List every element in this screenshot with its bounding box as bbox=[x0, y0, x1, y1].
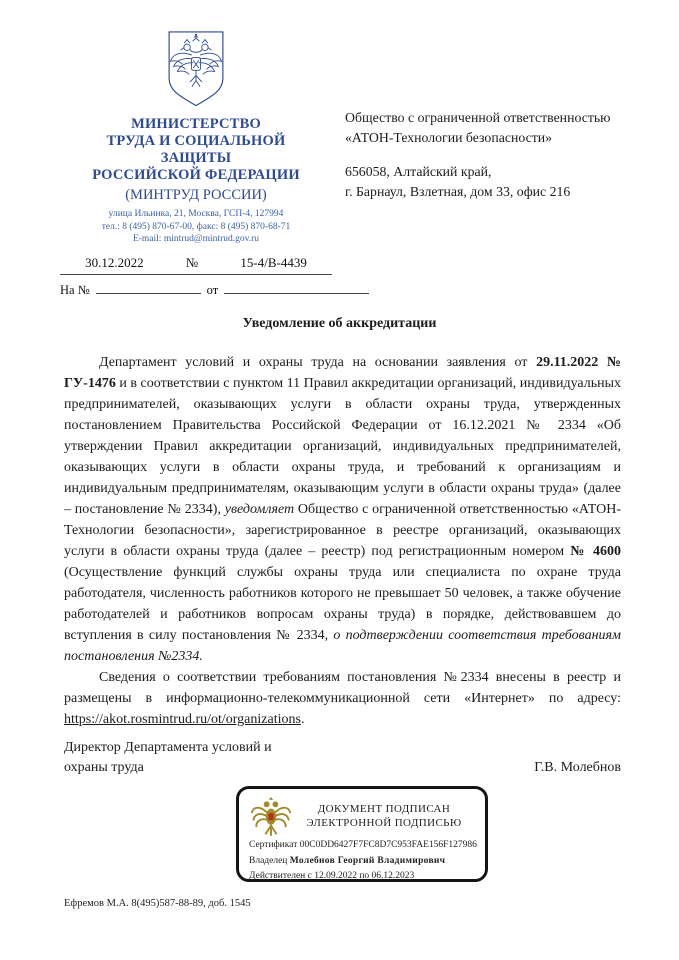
recipient-block bbox=[345, 108, 637, 202]
body-text-run: и в соответствии с пунктом 11 Правил аккредитации организаций, индивидуальных предпринимателей, оказывающих услуги в области охраны труда, утвержденных постановлением Правительства Российской Федерации от 16.12.2021 № 2334 «Об утверждении Правил аккредитации организаций, индивидуальных предпринимателей, оказывающих услуги в области охраны труда, и требований к организациям и индивидуальным предпринимателям, оказывающим услуги в области охраны труда» (далее – постановление № 2334), bbox=[64, 376, 621, 517]
ministry-coat-of-arms-icon bbox=[164, 30, 228, 110]
electronic-signature-stamp bbox=[236, 786, 488, 882]
sender-contacts bbox=[60, 208, 332, 246]
document-body bbox=[64, 352, 621, 730]
ministry-short-name: (МИНТРУД РОССИИ) bbox=[125, 187, 267, 203]
signature-block bbox=[64, 738, 621, 778]
confirmation-emphasis: о подтверждении соответствия требованиям постановления №2334. bbox=[64, 628, 621, 664]
stamp-eagle-icon bbox=[249, 795, 293, 837]
notifies-emphasis: уведомляет bbox=[224, 502, 295, 517]
signer-position bbox=[64, 738, 272, 778]
recipient-name: Общество с ограниченной ответственностью «АТОН-Технологии безопасности» bbox=[345, 110, 611, 145]
certificate-value: 00C0DD6427F7FC8D7C953FAE156F127986 bbox=[299, 840, 477, 850]
ref-number-blank bbox=[96, 281, 201, 294]
recipient-address-line1: 656058, Алтайский край, bbox=[345, 164, 492, 179]
body-text-run: Департамент условий и охраны труда на основании заявления от bbox=[99, 355, 537, 370]
body-text-run: Общество с ограниченной ответственностью «АТОН-Технологии безопасности», зарегистрированное в реестре организаций, оказывающих услуги в области охраны труда (далее – реестр) под регистрационным номером bbox=[64, 502, 621, 559]
sender-email: E-mail: mintrud@mintrud.gov.ru bbox=[132, 234, 260, 244]
ministry-name: МИНИСТЕРСТВО ТРУДА И СОЦИАЛЬНОЙ ЗАЩИТЫ РОССИЙСКОЙ ФЕДЕРАЦИИ bbox=[92, 116, 300, 183]
signer-name: Г.В. Молебнов bbox=[534, 760, 621, 775]
number-sign: № bbox=[185, 254, 199, 270]
ref-infix-label: от bbox=[206, 283, 219, 297]
reference-row bbox=[60, 281, 369, 298]
stamp-validity: Действителен с 12.09.2022 по 06.12.2023 bbox=[249, 871, 415, 881]
stamp-title-line2: ЭЛЕКТРОННОЙ ПОДПИСЬЮ bbox=[306, 817, 462, 829]
owner-label: Владелец bbox=[249, 855, 288, 866]
body-paragraph-2 bbox=[64, 667, 621, 730]
certificate-label: Сертификат bbox=[249, 840, 298, 850]
sender-phone: тел.: 8 (495) 870-67-00, факс: 8 (495) 870-68-71 bbox=[101, 221, 291, 232]
stamp-owner bbox=[249, 854, 475, 869]
registry-url-link[interactable]: https://akot.rosmintrud.ru/ot/organizations bbox=[64, 712, 301, 727]
body-paragraph-1 bbox=[64, 352, 621, 667]
document-number: 15-4/В-4439 bbox=[240, 254, 307, 270]
document-date: 30.12.2022 bbox=[85, 254, 144, 270]
executor-contact: Ефремов М.А. 8(495)587-88-89, доб. 1545 bbox=[64, 898, 251, 909]
owner-name: Молебнов Георгий Владимирович bbox=[289, 855, 446, 866]
stamp-title-line1: ДОКУМЕНТ ПОДПИСАН bbox=[317, 802, 451, 815]
ref-date-blank bbox=[224, 281, 369, 294]
signer-position-line1: Директор Департамента условий и bbox=[64, 740, 272, 755]
ref-prefix-label: На № bbox=[60, 283, 90, 297]
registry-number: № 4600 bbox=[570, 544, 621, 559]
stamp-title bbox=[293, 802, 475, 831]
stamp-certificate bbox=[249, 838, 475, 853]
sender-letterhead bbox=[60, 30, 332, 275]
body-text-run: (Осуществление функций службы охраны труда или специалиста по охране труда работодателя, численность работников которого не превышает 50 человек, а также обучение работодателей и работников вопросам охраны труда) в порядке, действовавшем до вступления в силу постановления № 2334, bbox=[64, 565, 621, 643]
application-date-number: 29.11.2022 № ГУ-1476 bbox=[64, 355, 621, 391]
recipient-address-line2: г. Барнаул, Взлетная, дом 33, офис 216 bbox=[345, 184, 571, 199]
sender-address: улица Ильинка, 21, Москва, ГСП-4, 127994 bbox=[108, 209, 284, 219]
document-title: Уведомление об аккредитации bbox=[242, 316, 437, 331]
document-date-number-row bbox=[60, 255, 332, 275]
body-text-run: . bbox=[300, 712, 305, 727]
body-text-run: Сведения о соответствии требованиям постановления №2334 внесены в реестр и размещены в информационно-телекоммуникационной сети «Интернет» по адресу: bbox=[64, 670, 621, 706]
signer-position-line2: охраны труда bbox=[64, 760, 144, 775]
